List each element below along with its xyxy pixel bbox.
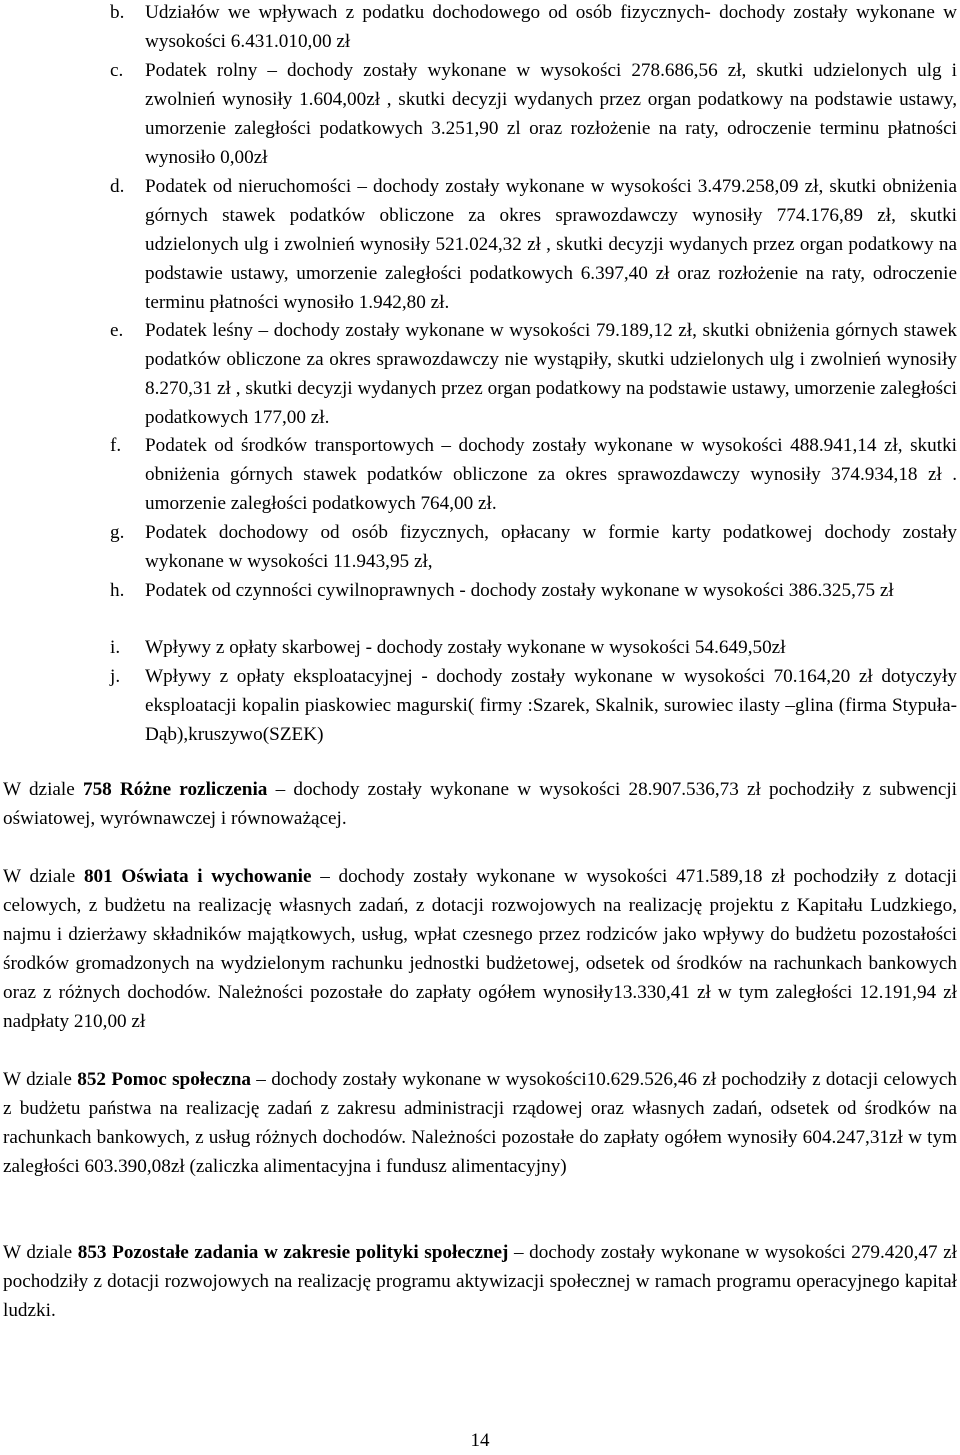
list-marker: i.: [110, 637, 121, 658]
list-item-text: Podatek leśny – dochody zostały wykonane w wysokości 79.189,12 zł, skutki obniżenia górnych stawek podatków obliczone za okres sprawozdawczy nie wystąpiły, skutki udzielonych ulg i zwolnień wynosiły 8.270,31 zł , skutki decyzji wydanych przez organ podatkowy na podstawie ustawy, umorzenie zaległości podatkowych 177,00 zł.: [145, 320, 957, 428]
section-852: [3, 1065, 957, 1181]
list-item-text: Podatek od nieruchomości – dochody zostały wykonane w wysokości 3.479.258,09 zł, skutki obniżenia górnych stawek podatków obliczone za okres sprawozdawczy wynosiły 774.176,89 zł, skutki udzielonych ulg i zwolnień wynosiły 521.024,32 zł , skutki decyzji wydanych przez organ podatkowy na podstawie ustawy, umorzenie zaległości podatkowych 6.397,40 zł oraz rozłożenie na raty, odroczenie terminu płatności wynosiło 1.942,80 zł.: [145, 176, 957, 313]
list-marker: e.: [110, 320, 124, 341]
section-text: – dochody zostały wykonane w wysokości 279.420,47 zł pochodziły z dotacji rozwojowych na realizację programu aktywizacji społecznej w ramach programu operacyjnego kapitał ludzki.: [3, 1242, 957, 1321]
section-text: – dochody zostały wykonane w wysokości10.629.526,46 zł pochodziły z dotacji celowych z budżetu państwa na realizację zadań z zakresu administracji rządowej oraz własnych zadań, odsetek od środków na rachunkach bankowych, z usług różnych dochodów. Należności pozostałe do zapłaty ogółem wynosiły 604.247,31zł w tym zaległości 603.390,08zł (zaliczka alimentacyjna i fundusz alimentacyjny): [3, 1069, 957, 1177]
list-marker: g.: [110, 522, 125, 543]
section-prefix: W dziale: [3, 866, 84, 887]
page-number: 14: [470, 1430, 490, 1451]
section-prefix: W dziale: [3, 1242, 78, 1263]
section-heading: 853 Pozostałe zadania w zakresie polityki społecznej: [77, 1242, 509, 1263]
list-item-text: Podatek dochodowy od osób fizycznych, opłacany w formie karty podatkowej dochody zostały wykonane w wysokości 11.943,95 zł,: [145, 522, 957, 572]
list-marker: d.: [110, 176, 125, 197]
list-item-text: Podatek rolny – dochody zostały wykonane w wysokości 278.686,56 zł, skutki udzielonych ulg i zwolnień wynosiły 1.604,00zł , skutki decyzji wydanych przez organ podatkowy na podstawie ustawy, umorzenie zaległości podatkowych 3.251,90 zl oraz rozłożenie na raty, odroczenie terminu płatności wynosiło 0,00zł: [145, 60, 957, 168]
list-marker: f.: [110, 435, 122, 456]
list-item-text: Wpływy z opłaty skarbowej - dochody zostały wykonane w wysokości 54.649,50zł: [145, 637, 786, 658]
section-heading: 801 Oświata i wychowanie: [83, 866, 312, 887]
list-marker: b.: [110, 2, 125, 23]
list-marker: j.: [110, 666, 121, 687]
list-item-text: Podatek od czynności cywilnoprawnych - dochody zostały wykonane w wysokości 386.325,75 zł: [145, 580, 894, 601]
section-801: [3, 862, 957, 1036]
section-prefix: W dziale: [3, 1069, 78, 1090]
list-item-text: Udziałów we wpływach z podatku dochodowego od osób fizycznych- dochody zostały wykonane w wysokości 6.431.010,00 zł: [145, 2, 957, 52]
list-item-text: Podatek od środków transportowych – dochody zostały wykonane w wysokości 488.941,14 zł, skutki obniżenia górnych stawek podatków obliczone za okres sprawozdawczy wynosiły 374.934,18 zł . umorzenie zaległości podatkowych 764,00 zł.: [145, 435, 957, 514]
section-758: [3, 775, 957, 833]
section-prefix: W dziale: [3, 779, 83, 800]
section-text: – dochody zostały wykonane w wysokości 28.907.536,73 zł pochodziły z subwencji oświatowej, wyrównawczej i równoważącej.: [3, 779, 958, 829]
list-item-text: Wpływy z opłaty eksploatacyjnej - dochody zostały wykonane w wysokości 70.164,20 zł dotyczyły eksploatacji kopalin piaskowiec magurski( firmy :Szarek, Skalnik, surowiec ilasty –glina (firma Stypuła-Dąb),kruszywo(SZEK): [145, 666, 957, 745]
section-text: – dochody zostały wykonane w wysokości 471.589,18 zł pochodziły z dotacji celowych, z budżetu na realizację własnych zadań, z dotacji rozwojowych na realizację projektu z Kapitału Ludzkiego, najmu i dzierżawy składników majątkowych, usług, wpłat czesnego przez rodziców jako wpływy do budżetu pozostałości środków gromadzonych na wydzielonym rachunku jednostki budżetowej, odsetek od środków na rachunkach bankowych oraz z różnych dochodów. Należności pozostałe do zapłaty ogółem wynosiły13.330,41 zł w tym zaległości 12.191,94 zł nadpłaty 210,00 zł: [3, 866, 957, 1032]
list-marker: c.: [110, 60, 124, 81]
section-heading: 852 Pomoc społeczna: [77, 1069, 251, 1090]
list-marker: h.: [110, 580, 125, 601]
section-853: [3, 1238, 957, 1325]
section-heading: 758 Różne rozliczenia: [82, 779, 268, 800]
